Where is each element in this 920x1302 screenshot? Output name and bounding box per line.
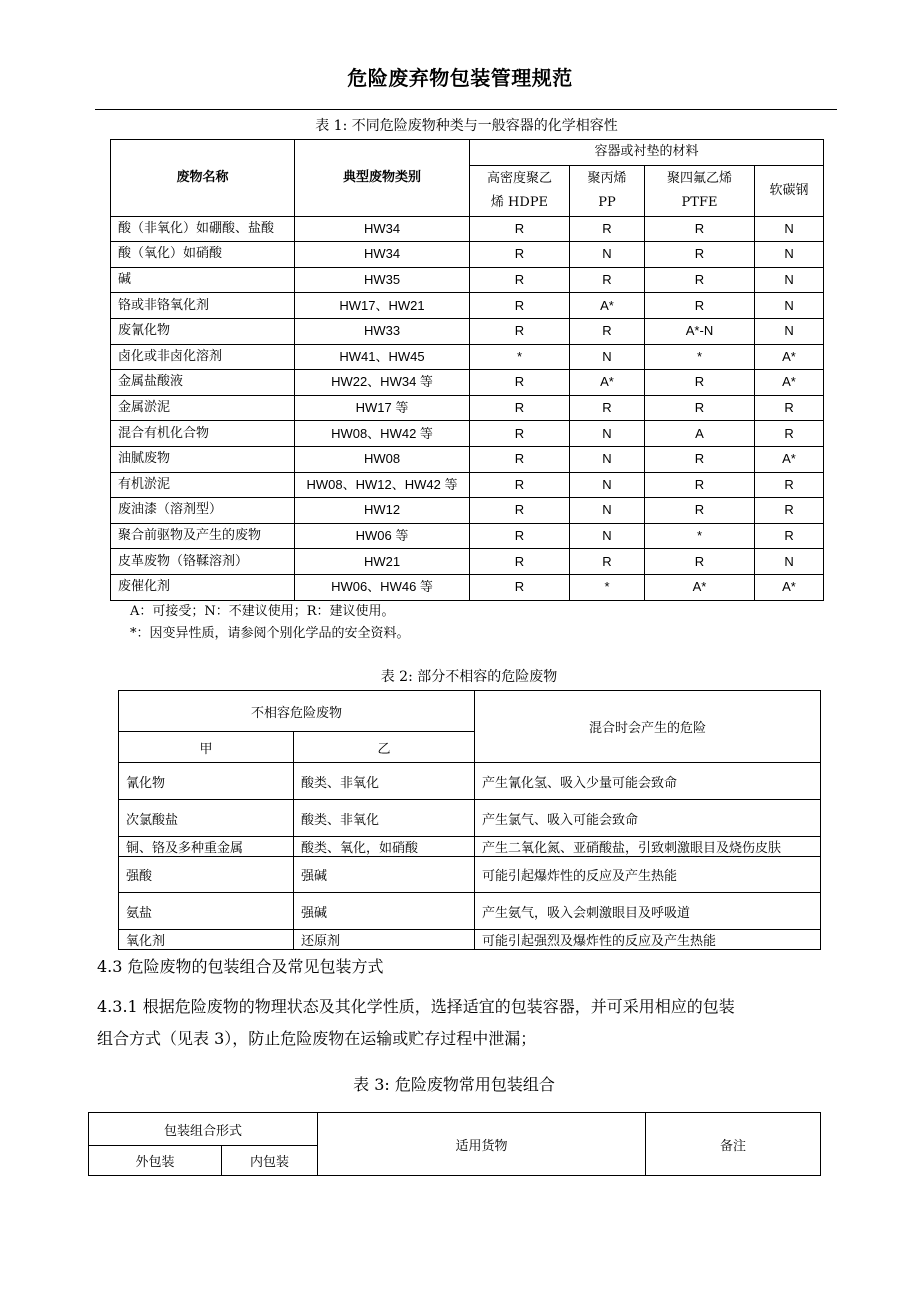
waste-category-cell: HW22、HW34 等	[295, 370, 470, 396]
compatibility-cell: R	[470, 523, 570, 549]
substance-a-cell: 氰化物	[119, 763, 294, 800]
col-header-outer: 外包装	[89, 1146, 222, 1176]
waste-name-cell: 皮革废物（铬鞣溶剂）	[111, 549, 295, 575]
table-row	[119, 800, 821, 837]
compatibility-cell: R	[645, 549, 755, 575]
compatibility-cell: R	[470, 370, 570, 396]
compatibility-cell: N	[570, 472, 645, 498]
compatibility-cell: R	[470, 267, 570, 293]
compatibility-cell: N	[570, 498, 645, 524]
compatibility-cell: N	[755, 293, 824, 319]
table-row	[111, 344, 824, 370]
table-row	[119, 857, 821, 893]
compatibility-cell: R	[470, 549, 570, 575]
compatibility-cell: R	[645, 216, 755, 242]
waste-category-cell: HW08、HW42 等	[295, 421, 470, 447]
waste-name-cell: 金属盐酸液	[111, 370, 295, 396]
compatibility-cell: R	[570, 318, 645, 344]
compatibility-cell: *	[645, 523, 755, 549]
waste-category-cell: HW34	[295, 242, 470, 268]
compatibility-cell: R	[470, 318, 570, 344]
compatibility-cell: A*	[755, 370, 824, 396]
compatibility-cell: N	[570, 344, 645, 370]
col-header-hdpe: 高密度聚乙 烯 HDPE	[470, 165, 570, 216]
compatibility-cell: *	[470, 344, 570, 370]
packaging-table	[88, 1112, 821, 1176]
compatibility-cell: N	[755, 549, 824, 575]
hazard-cell: 产生氯气、吸入可能会致命	[475, 800, 821, 837]
compatibility-cell: *	[645, 344, 755, 370]
table-row	[119, 763, 821, 800]
compatibility-cell: A*	[755, 344, 824, 370]
compatibility-cell: R	[645, 267, 755, 293]
col-header-a: 甲	[119, 732, 294, 763]
compatibility-cell: R	[470, 216, 570, 242]
table-row	[111, 523, 824, 549]
waste-name-cell: 酸（非氧化）如硼酸、盐酸	[111, 216, 295, 242]
waste-category-cell: HW06、HW46 等	[295, 574, 470, 600]
compatibility-cell: R	[645, 370, 755, 396]
col-header-incompatible-group: 不相容危险废物	[119, 691, 475, 732]
col-header-inner: 内包装	[222, 1146, 318, 1176]
compatibility-cell: N	[570, 421, 645, 447]
col-header-carbon-steel: 软碳钢	[755, 165, 824, 216]
compatibility-cell: A*	[755, 574, 824, 600]
substance-b-cell: 酸类、非氧化	[294, 800, 475, 837]
waste-name-cell: 废氰化物	[111, 318, 295, 344]
compatibility-cell: N	[755, 267, 824, 293]
waste-category-cell: HW33	[295, 318, 470, 344]
substance-b-cell: 还原剂	[294, 930, 475, 950]
waste-category-cell: HW41、HW45	[295, 344, 470, 370]
hazard-cell: 产生氰化氢、吸入少量可能会致命	[475, 763, 821, 800]
compatibility-cell: R	[470, 421, 570, 447]
waste-category-cell: HW35	[295, 267, 470, 293]
substance-b-cell: 强碱	[294, 893, 475, 930]
col-header-ptfe: 聚四氟乙烯 PTFE	[645, 165, 755, 216]
waste-category-cell: HW21	[295, 549, 470, 575]
compatibility-cell: N	[755, 242, 824, 268]
compatibility-cell: R	[645, 472, 755, 498]
waste-category-cell: HW08、HW12、HW42 等	[295, 472, 470, 498]
table-row	[111, 574, 824, 600]
waste-category-cell: HW34	[295, 216, 470, 242]
compatibility-cell: A*	[570, 370, 645, 396]
compatibility-cell: R	[755, 421, 824, 447]
col-header-b: 乙	[294, 732, 475, 763]
table1-note-legend: A：可接受；N：不建议使用；R：建议使用。	[130, 604, 395, 619]
table-row	[111, 498, 824, 524]
col-header-materials-group: 容器或衬垫的材料	[470, 140, 824, 166]
compatibility-cell: R	[470, 446, 570, 472]
compatibility-table	[110, 139, 824, 601]
table1-caption: 表 1: 不同危险废物种类与一般容器的化学相容性	[315, 118, 618, 134]
waste-name-cell: 碱	[111, 267, 295, 293]
waste-category-cell: HW06 等	[295, 523, 470, 549]
compatibility-cell: R	[755, 472, 824, 498]
compatibility-cell: R	[570, 395, 645, 421]
waste-name-cell: 铬或非铬氧化剂	[111, 293, 295, 319]
table-row	[111, 293, 824, 319]
col-header-category: 典型废物类别	[295, 140, 470, 217]
hazard-cell: 可能引起强烈及爆炸性的反应及产生热能	[475, 930, 821, 950]
table3-caption: 表 3: 危险废物常用包装组合	[353, 1075, 555, 1094]
compatibility-cell: R	[470, 395, 570, 421]
section-paragraph	[97, 991, 837, 1055]
substance-b-cell: 酸类、氧化，如硝酸	[294, 837, 475, 857]
waste-name-cell: 废催化剂	[111, 574, 295, 600]
substance-a-cell: 强酸	[119, 857, 294, 893]
compatibility-cell: A*-N	[645, 318, 755, 344]
table-row	[111, 267, 824, 293]
compatibility-cell: R	[470, 242, 570, 268]
waste-category-cell: HW17 等	[295, 395, 470, 421]
compatibility-cell: R	[645, 242, 755, 268]
col-header-hazard: 混合时会产生的危险	[475, 691, 821, 763]
waste-name-cell: 酸（氧化）如硝酸	[111, 242, 295, 268]
table-row	[111, 421, 824, 447]
table-row	[111, 318, 824, 344]
waste-category-cell: HW12	[295, 498, 470, 524]
table-row	[119, 893, 821, 930]
compatibility-cell: A*	[755, 446, 824, 472]
compatibility-cell: *	[570, 574, 645, 600]
compatibility-cell: R	[755, 395, 824, 421]
hazard-cell: 产生氨气，吸入会刺激眼目及呼吸道	[475, 893, 821, 930]
table-row	[111, 472, 824, 498]
hazard-cell: 可能引起爆炸性的反应及产生热能	[475, 857, 821, 893]
paragraph-line-1: 4.3.1 根据危险废物的物理状态及其化学性质，选择适宜的包装容器，并可采用相应的包装	[97, 997, 735, 1016]
compatibility-cell: R	[470, 498, 570, 524]
substance-a-cell: 氨盐	[119, 893, 294, 930]
compatibility-cell: R	[755, 498, 824, 524]
compatibility-cell: N	[755, 318, 824, 344]
compatibility-cell: N	[570, 446, 645, 472]
waste-category-cell: HW17、HW21	[295, 293, 470, 319]
incompatibility-table	[118, 690, 821, 950]
compatibility-cell: R	[645, 293, 755, 319]
document-title: 危险废弃物包装管理规范	[347, 66, 573, 90]
waste-category-cell: HW08	[295, 446, 470, 472]
table-row	[111, 549, 824, 575]
compatibility-cell: R	[645, 395, 755, 421]
compatibility-cell: R	[570, 267, 645, 293]
table1-note-asterisk: *：因变异性质，请参阅个别化学品的安全资料。	[130, 626, 410, 641]
compatibility-cell: R	[570, 216, 645, 242]
table-row	[111, 216, 824, 242]
compatibility-cell: R	[470, 574, 570, 600]
col-header-remark: 备注	[646, 1113, 821, 1176]
compatibility-cell: N	[570, 242, 645, 268]
waste-name-cell: 油腻废物	[111, 446, 295, 472]
substance-b-cell: 酸类、非氧化	[294, 763, 475, 800]
substance-a-cell: 次氯酸盐	[119, 800, 294, 837]
section-heading: 4.3 危险废物的包装组合及常见包装方式	[97, 957, 384, 976]
col-header-goods: 适用货物	[318, 1113, 646, 1176]
compatibility-cell: R	[645, 446, 755, 472]
table-row	[111, 395, 824, 421]
substance-a-cell: 铜、铬及多种重金属	[119, 837, 294, 857]
compatibility-cell: A*	[645, 574, 755, 600]
compatibility-cell: R	[755, 523, 824, 549]
title-divider	[95, 109, 837, 110]
waste-name-cell: 金属淤泥	[111, 395, 295, 421]
table-row	[119, 930, 821, 950]
col-header-pp: 聚丙烯 PP	[570, 165, 645, 216]
compatibility-cell: R	[470, 472, 570, 498]
table2-caption: 表 2: 部分不相容的危险废物	[380, 669, 558, 685]
waste-name-cell: 有机淤泥	[111, 472, 295, 498]
compatibility-cell: R	[470, 293, 570, 319]
compatibility-cell: R	[645, 498, 755, 524]
table-row	[111, 446, 824, 472]
hazard-cell: 产生二氧化氮、亚硝酸盐，引致刺激眼目及烧伤皮肤	[475, 837, 821, 857]
table-row	[111, 242, 824, 268]
waste-name-cell: 聚合前驱物及产生的废物	[111, 523, 295, 549]
compatibility-cell: R	[570, 549, 645, 575]
waste-name-cell: 混合有机化合物	[111, 421, 295, 447]
paragraph-line-2: 组合方式（见表 3），防止危险废物在运输或贮存过程中泄漏；	[97, 1029, 537, 1048]
table-row	[119, 837, 821, 857]
substance-b-cell: 强碱	[294, 857, 475, 893]
compatibility-cell: A	[645, 421, 755, 447]
compatibility-cell: A*	[570, 293, 645, 319]
col-header-packaging-group: 包装组合形式	[89, 1113, 318, 1146]
waste-name-cell: 卤化或非卤化溶剂	[111, 344, 295, 370]
substance-a-cell: 氧化剂	[119, 930, 294, 950]
waste-name-cell: 废油漆（溶剂型）	[111, 498, 295, 524]
compatibility-cell: N	[570, 523, 645, 549]
col-header-name: 废物名称	[111, 140, 295, 217]
table-row	[111, 370, 824, 396]
compatibility-cell: N	[755, 216, 824, 242]
